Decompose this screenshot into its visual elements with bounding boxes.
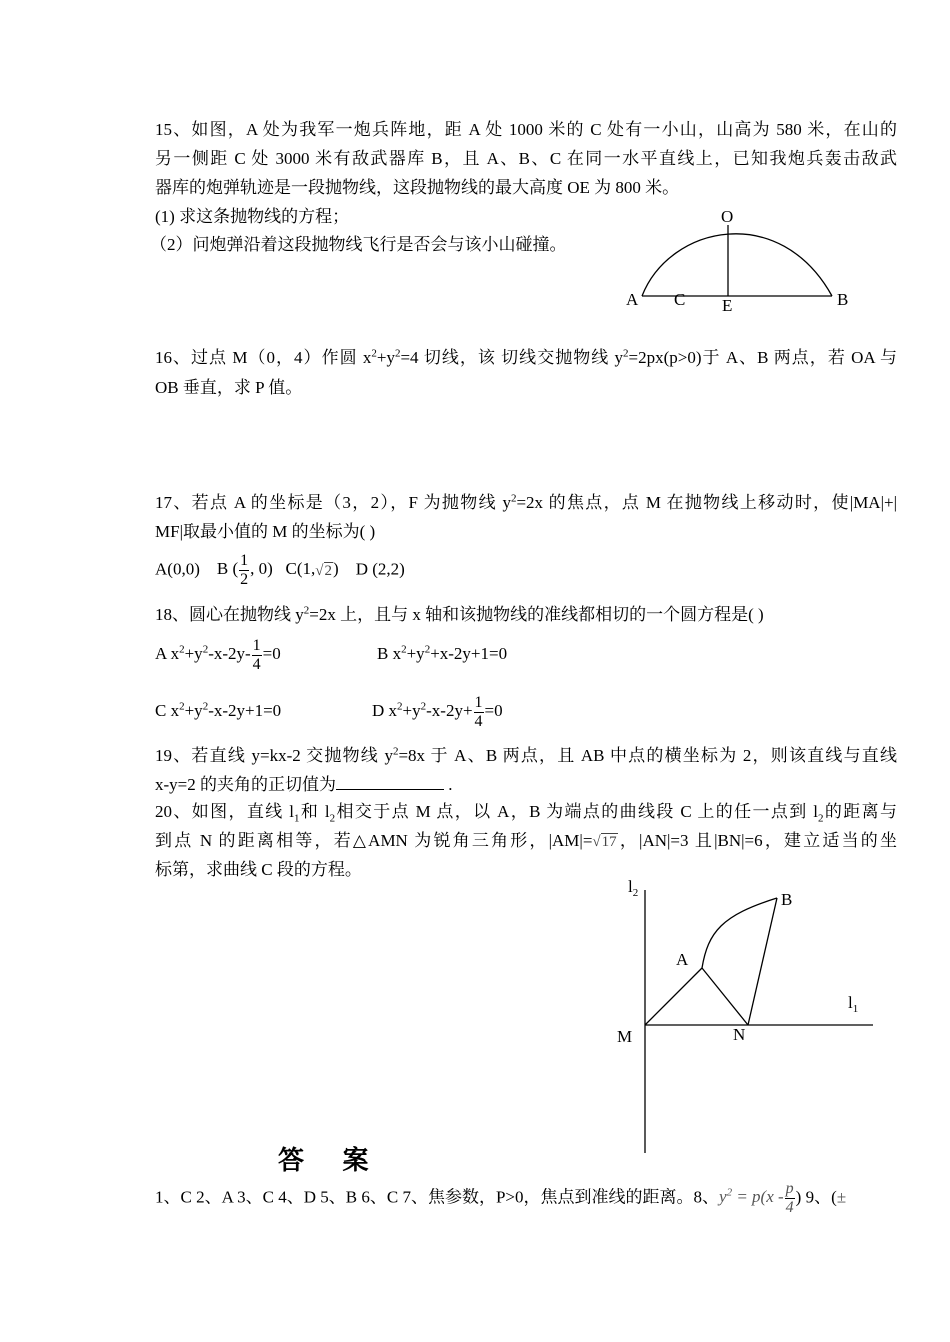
q15-label-a: A <box>626 290 639 309</box>
q18-options-ab <box>155 636 507 674</box>
q19-line-2: x-y=2 的夹角的正切值为 . <box>155 775 453 794</box>
q15-figure <box>600 200 870 320</box>
q20-label-b: B <box>781 890 793 909</box>
answers-title: 答 案 <box>278 1146 385 1175</box>
q15-part-2: （2）问炮弹沿着这段抛物线飞行是否会与该小山碰撞。 <box>150 235 567 254</box>
q17-option-d: D (2,2) <box>355 559 405 579</box>
q16-line-1: 16、过点 M（0，4）作圆 $x^2+y^2=4$ 切线，该 切线交抛物线 $y^2=2px(p>0)$于 A、B 两点，若 OA 与 <box>155 347 897 367</box>
q20-line-3: 标第，求曲线 C 段的方程。 <box>155 860 362 879</box>
q16-line-2: OB 垂直，求 P 值。 <box>155 378 303 397</box>
q18-line-1: 18、圆心在抛物线 $y^2=2x$ 上，且与 x 轴和该抛物线的准线都相切的一个圆方程是( ) <box>155 604 764 624</box>
q19-answer-blank[interactable] <box>336 773 444 790</box>
q15-line-3: 器库的炮弹轨迹是一段抛物线，这段抛物线的最大高度 OE 为 800 米。 <box>155 178 680 197</box>
q17-line-2: MF|取最小值的 M 的坐标为( ) <box>155 522 376 541</box>
q20-label-l1: $l_1$ <box>848 993 859 1015</box>
q20-label-n: N <box>733 1025 746 1044</box>
q20-curve-c <box>702 898 777 968</box>
q17-option-c: C(1,√2) <box>285 559 339 579</box>
q20-line-2: 到点 N 的距离相等，若△AMN 为锐角三角形，|AM|=√17，|AN|=3 且|BN|=6，建立适当的坐 <box>155 831 897 851</box>
q20-label-l2: $l_2$ <box>628 877 639 899</box>
q17-line-1: 17、若点 A 的坐标是（3，2），F 为抛物线 $y^2=2x$ 的焦点，点 M 在抛物线上移动时，使|MA|+| <box>155 492 897 512</box>
q20-label-m: M <box>617 1027 633 1046</box>
q15-line-2: 另一侧距 C 处 3000 米有敌武器库 B，且 A、B、C 在同一水平直线上，已知我炮兵轰击敌武 <box>155 149 897 168</box>
q15-label-c: C <box>674 290 686 309</box>
q17-option-a: A(0,0) <box>155 559 200 579</box>
q18-option-b: B $x^2+y^2+x-2y+1=0$ <box>377 643 508 663</box>
q18-option-c: C $x^2+y^2-x-2y+1=0$ <box>155 700 282 720</box>
answers-line: 1、C 2、A 3、C 4、D 5、B 6、C 7、焦参数，P>0，焦点到准线的距离。8、$y^2 = p(x$ - $\frac{p}{4}$ ) 9、(± <box>155 1180 847 1216</box>
q20-figure <box>600 870 890 1160</box>
q15-line-1: 15、如图，A 处为我军一炮兵阵地，距 A 处 1000 米的 C 处有一小山，山高为 580 米，在山的 <box>155 120 897 139</box>
q17-option-b: B ( $\frac{1}{2}$ , 0) <box>216 552 273 588</box>
q15-label-b: B <box>837 290 849 309</box>
q15-part-1: (1) 求这条抛物线的方程； <box>155 207 350 226</box>
q20-segment-ma <box>645 968 702 1025</box>
q15-parabola <box>642 234 832 296</box>
q18-options-cd <box>155 693 503 731</box>
answers-formula: $y^2 = p(x$ - $\frac{p}{4}$ <box>719 1180 794 1216</box>
q20-segment-an <box>702 968 748 1025</box>
q18-option-a: A $x^2+y^2-x-2y-$ $\frac{1}{4}$ =0 <box>155 636 281 673</box>
q20-line-1: 20、如图，直线 $l_1$和 $l_2$相交于点 M 点，以 A，B 为端点的曲线段 C 上的任一点到 $l_2$的距离与 <box>155 802 897 825</box>
q18-option-d: D $x^2+y^2-x-2y+$ $\frac{1}{4}$ =0 <box>372 693 503 730</box>
q20-segment-nb <box>748 898 777 1025</box>
q15-label-o: O <box>721 207 734 226</box>
q15-label-e: E <box>722 296 733 315</box>
q19-line-1: 19、若直线 y=kx-2 交抛物线 $y^2=8x$ 于 A、B 两点，且 AB 中点的横坐标为 2，则该直线与直线 <box>155 745 897 765</box>
q20-label-a: A <box>676 950 689 969</box>
q17-options <box>155 552 405 589</box>
